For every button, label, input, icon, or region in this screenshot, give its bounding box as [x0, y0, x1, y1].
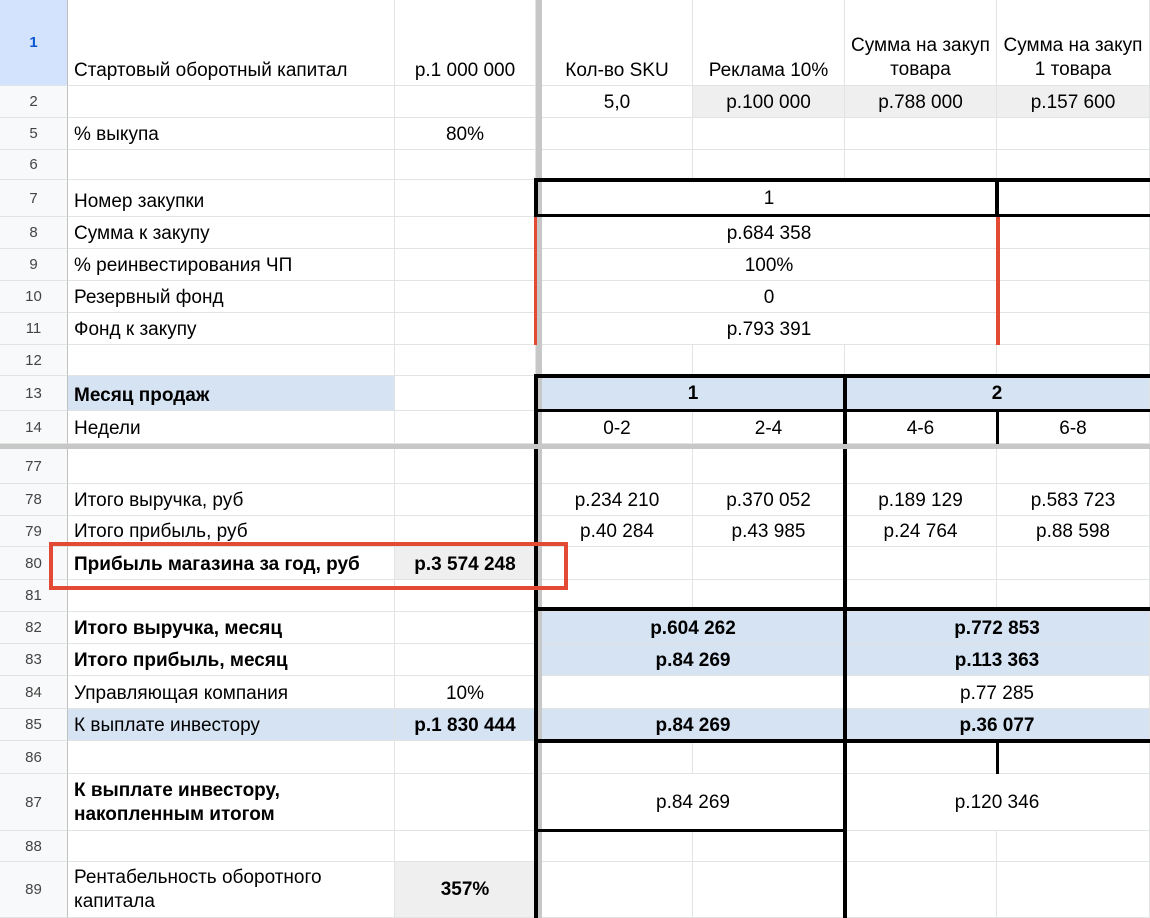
- border: [534, 178, 538, 217]
- cell[interactable]: р.788 000: [845, 86, 997, 118]
- cell[interactable]: К выплате инвестору, накопленным итогом: [68, 774, 395, 831]
- cell[interactable]: р.84 269: [542, 774, 845, 831]
- cell[interactable]: [68, 150, 395, 180]
- cell[interactable]: Сумма на закуп товара: [845, 0, 997, 86]
- cell[interactable]: р.370 052: [693, 484, 845, 516]
- cell[interactable]: Резервный фонд: [68, 281, 395, 313]
- cell[interactable]: р.84 269: [542, 709, 845, 741]
- cell[interactable]: 357%: [395, 862, 536, 918]
- cell[interactable]: Реклама 10%: [693, 0, 845, 86]
- cell[interactable]: 100%: [542, 249, 997, 281]
- cell[interactable]: [693, 547, 845, 580]
- cell[interactable]: [997, 313, 1150, 345]
- cell[interactable]: [997, 862, 1150, 918]
- cell[interactable]: [395, 774, 536, 831]
- cell[interactable]: Итого прибыль, месяц: [68, 644, 395, 676]
- cell[interactable]: [395, 217, 536, 249]
- cell[interactable]: 4-6: [845, 411, 997, 444]
- cell[interactable]: % выкупа: [68, 118, 395, 150]
- cell[interactable]: [542, 449, 693, 484]
- cell[interactable]: К выплате инвестору: [68, 709, 395, 741]
- cell[interactable]: [845, 118, 997, 150]
- row-header[interactable]: 6: [0, 150, 68, 180]
- cell[interactable]: [997, 449, 1150, 484]
- border: [843, 374, 847, 444]
- cell[interactable]: Рентабельность оборотного капитала: [68, 862, 395, 918]
- cell[interactable]: р.36 077: [845, 709, 1150, 741]
- cell[interactable]: Месяц продаж: [68, 376, 395, 411]
- border: [534, 449, 538, 918]
- cell[interactable]: р.3 574 248: [395, 547, 536, 580]
- cell[interactable]: р.100 000: [693, 86, 845, 118]
- row-header[interactable]: 9: [0, 249, 68, 281]
- cell[interactable]: Прибыль магазина за год, руб: [68, 547, 395, 580]
- cell[interactable]: 0: [542, 281, 997, 313]
- cell[interactable]: [542, 150, 693, 180]
- row-header[interactable]: 80: [0, 547, 68, 580]
- cell[interactable]: 2-4: [693, 411, 845, 444]
- row-header[interactable]: 79: [0, 516, 68, 547]
- row-header[interactable]: 84: [0, 676, 68, 709]
- cell[interactable]: [395, 345, 536, 376]
- cell[interactable]: [845, 862, 997, 918]
- cell[interactable]: 2: [845, 376, 1150, 411]
- cell[interactable]: [997, 741, 1150, 774]
- cell[interactable]: [997, 281, 1150, 313]
- cell[interactable]: [542, 741, 693, 774]
- cell[interactable]: % реинвестирования ЧП: [68, 249, 395, 281]
- cell[interactable]: Фонд к закупу: [68, 313, 395, 345]
- cell[interactable]: [845, 741, 997, 774]
- cell[interactable]: Сумма к закупу: [68, 217, 395, 249]
- cell[interactable]: [693, 345, 845, 376]
- row-header[interactable]: 8: [0, 217, 68, 249]
- cell[interactable]: р.234 210: [542, 484, 693, 516]
- cell[interactable]: [997, 831, 1150, 862]
- cell[interactable]: [693, 862, 845, 918]
- cell[interactable]: [997, 180, 1150, 217]
- cell[interactable]: [395, 150, 536, 180]
- cell[interactable]: 5,0: [542, 86, 693, 118]
- cell[interactable]: Номер закупки: [68, 180, 395, 217]
- cell[interactable]: [845, 547, 997, 580]
- row-header[interactable]: 10: [0, 281, 68, 313]
- cell[interactable]: 1: [542, 376, 845, 411]
- cell[interactable]: р.684 358: [542, 217, 997, 249]
- cell[interactable]: [845, 831, 997, 862]
- row-header[interactable]: 5: [0, 118, 68, 150]
- row-header[interactable]: 1: [0, 0, 68, 86]
- cell[interactable]: [395, 612, 536, 644]
- cell[interactable]: [68, 86, 395, 118]
- border: [536, 607, 1150, 611]
- cell[interactable]: [997, 249, 1150, 281]
- cell[interactable]: р.1 830 444: [395, 709, 536, 741]
- row-header[interactable]: 77: [0, 449, 68, 484]
- cell[interactable]: р.604 262: [542, 612, 845, 644]
- cell[interactable]: [395, 411, 536, 444]
- cell[interactable]: [845, 150, 997, 180]
- cell[interactable]: [693, 741, 845, 774]
- border: [536, 214, 1150, 217]
- border: [536, 739, 1150, 743]
- cell[interactable]: р.24 764: [845, 516, 997, 547]
- cell[interactable]: [693, 831, 845, 862]
- cell[interactable]: [542, 345, 693, 376]
- cell[interactable]: [997, 150, 1150, 180]
- cell[interactable]: р.793 391: [542, 313, 997, 345]
- cell[interactable]: р.40 284: [542, 516, 693, 547]
- cell[interactable]: [395, 831, 536, 862]
- highlight-box: [49, 542, 568, 590]
- cell[interactable]: [395, 449, 536, 484]
- row-header[interactable]: 78: [0, 484, 68, 516]
- cell[interactable]: [997, 547, 1150, 580]
- cell[interactable]: р.77 285: [845, 676, 1150, 709]
- cell[interactable]: [693, 150, 845, 180]
- border: [536, 829, 845, 832]
- cell[interactable]: [395, 484, 536, 516]
- cell[interactable]: р.88 598: [997, 516, 1150, 547]
- cell[interactable]: [542, 831, 693, 862]
- cell[interactable]: 80%: [395, 118, 536, 150]
- cell[interactable]: [395, 741, 536, 774]
- cell[interactable]: 10%: [395, 676, 536, 709]
- cell[interactable]: [68, 831, 395, 862]
- border: [534, 217, 537, 345]
- border: [996, 411, 999, 444]
- cell[interactable]: р.189 129: [845, 484, 997, 516]
- border: [534, 374, 538, 444]
- row-header[interactable]: 13: [0, 376, 68, 411]
- row-header[interactable]: 83: [0, 644, 68, 676]
- cell[interactable]: [997, 118, 1150, 150]
- cell[interactable]: р.583 723: [997, 484, 1150, 516]
- cell[interactable]: р.84 269: [542, 644, 845, 676]
- cell[interactable]: р.120 346: [845, 774, 1150, 831]
- cell[interactable]: [693, 449, 845, 484]
- cell[interactable]: р.43 985: [693, 516, 845, 547]
- row-header[interactable]: 14: [0, 411, 68, 444]
- cell[interactable]: [997, 345, 1150, 376]
- cell[interactable]: [395, 313, 536, 345]
- border: [996, 741, 999, 774]
- border: [536, 178, 1150, 182]
- row-header[interactable]: 88: [0, 831, 68, 862]
- cell[interactable]: [68, 741, 395, 774]
- row-header[interactable]: 11: [0, 313, 68, 345]
- cell[interactable]: [693, 118, 845, 150]
- cell[interactable]: [542, 118, 693, 150]
- cell[interactable]: [395, 644, 536, 676]
- cell[interactable]: [395, 249, 536, 281]
- cell[interactable]: р.1 000 000: [395, 0, 536, 86]
- row-header[interactable]: 82: [0, 612, 68, 644]
- cell[interactable]: [845, 449, 997, 484]
- cell[interactable]: 0-2: [542, 411, 693, 444]
- cell[interactable]: [395, 281, 536, 313]
- cell[interactable]: [395, 86, 536, 118]
- row-header[interactable]: 89: [0, 862, 68, 918]
- row-header[interactable]: 87: [0, 774, 68, 831]
- cell[interactable]: 6-8: [997, 411, 1150, 444]
- cell[interactable]: р.113 363: [845, 644, 1150, 676]
- cell[interactable]: [395, 180, 536, 217]
- cell[interactable]: [542, 862, 693, 918]
- cell[interactable]: Стартовый оборотный капитал: [68, 0, 395, 86]
- row-header[interactable]: 85: [0, 709, 68, 741]
- cell[interactable]: [542, 676, 845, 709]
- cell[interactable]: Сумма на закуп 1 товара: [997, 0, 1150, 86]
- row-header[interactable]: 12: [0, 345, 68, 376]
- cell[interactable]: р.157 600: [997, 86, 1150, 118]
- row-header[interactable]: 7: [0, 180, 68, 217]
- row-header[interactable]: 2: [0, 86, 68, 118]
- row-header[interactable]: 81: [0, 580, 68, 612]
- cell[interactable]: 1: [542, 180, 997, 217]
- cell[interactable]: Итого прибыль, руб: [68, 516, 395, 547]
- cell[interactable]: [395, 376, 536, 411]
- border: [843, 449, 847, 918]
- cell[interactable]: Итого выручка, руб: [68, 484, 395, 516]
- cell[interactable]: [997, 217, 1150, 249]
- cell[interactable]: Управляющая компания: [68, 676, 395, 709]
- cell[interactable]: [68, 345, 395, 376]
- cell[interactable]: [845, 345, 997, 376]
- cell[interactable]: р.772 853: [845, 612, 1150, 644]
- border: [996, 217, 1000, 345]
- cell[interactable]: Итого выручка, месяц: [68, 612, 395, 644]
- row-header[interactable]: 86: [0, 741, 68, 774]
- cell[interactable]: [68, 449, 395, 484]
- border: [995, 178, 999, 217]
- cell[interactable]: Кол-во SKU: [542, 0, 693, 86]
- cell[interactable]: Недели: [68, 411, 395, 444]
